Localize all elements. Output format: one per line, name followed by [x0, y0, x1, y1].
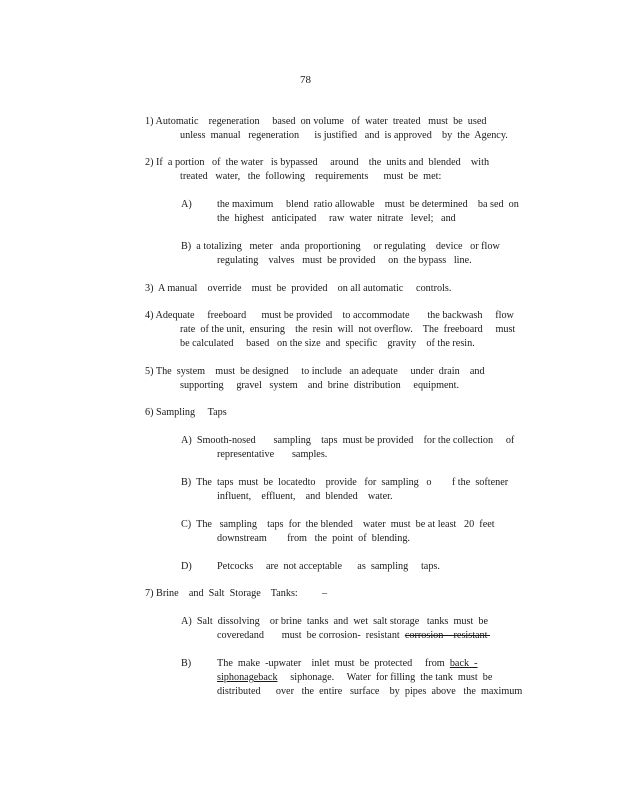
item-6d-line-1: Petcocks are not acceptable as sampling taps. [217, 561, 440, 572]
item-6a-line-2: representative samples. [217, 449, 328, 460]
item-7b-line-3: distributed over the entire surface by pipes above the maximum [217, 686, 523, 697]
item-5-line-1: 5) The system must be designed to include an adequate under drain and [145, 366, 485, 377]
item-7b-line-1 [217, 657, 478, 671]
item-4-line-1: 4) Adequate freeboard must be provided to accommodate the backwash flow [145, 310, 514, 321]
item-6b-line-2: influent, effluent, and blended water. [217, 491, 393, 502]
item-7b-line-2-text: siphonage. Water for filling the tank must be [277, 672, 493, 683]
item-7b-line-2 [217, 671, 492, 685]
item-2a-line-2: the highest anticipated raw water nitrate level; and [217, 213, 456, 224]
item-1-line-2: unless manual regeneration is justified and is approved by the Agency. [180, 130, 508, 141]
item-7a-line-2 [217, 629, 490, 643]
item-2a-line-1: the maximum blend ratio allowable must be determined ba sed on [217, 199, 519, 210]
item-6a-line-1: A) Smooth-nosed sampling taps must be provided for the collection of [181, 435, 515, 446]
item-7b-line-1-text: The make -upwater inlet must be protected from [217, 658, 450, 669]
item-7b-label: B) [181, 658, 192, 669]
item-7b-underlined-word: siphonageback [217, 672, 278, 683]
item-7a-line-2-text: coveredand must be corrosion- resistant [217, 630, 405, 641]
item-5-line-2: supporting gravel system and brine distribution equipment. [180, 380, 459, 391]
item-6b-line-1: B) The taps must be locatedto provide for sampling o f the softener [181, 477, 509, 488]
page-number: 78 [300, 74, 311, 86]
item-2b-line-2: regulating valves must be provided on the bypass line. [217, 255, 472, 266]
item-7-line-1: 7) Brine and Salt Storage Tanks: [145, 588, 298, 599]
item-3-line-1: 3) A manual override must be provided on all automatic controls. [145, 283, 452, 294]
item-4-line-3: be calculated based on the size and specific gravity of the resin. [180, 338, 475, 349]
item-2-line-1: 2) If a portion of the water is bypassed around the units and blended with [145, 157, 490, 168]
item-6c-line-2: downstream from the point of blending. [217, 533, 410, 544]
item-6c-line-1: C) The sampling taps for the blended water must be at least 20 feet [181, 519, 495, 530]
item-7b-underlined-text: back - [449, 658, 478, 669]
item-7-dash: – [322, 588, 328, 599]
item-7a-line-1: A) Salt dissolving or brine tanks and wet salt storage tanks must be [181, 616, 488, 627]
item-2-line-2: treated water, the following requirements must be met: [180, 171, 442, 182]
item-1-line-1: 1) Automatic regeneration based on volume of water treated must be used [145, 116, 487, 127]
item-4-line-2: rate of the unit, ensuring the resin will not overflow. The freeboard must [180, 324, 516, 335]
item-7a-struck-text: corrosion resistant [404, 630, 491, 641]
item-2b-line-1: B) a totalizing meter anda proportioning or regulating device or flow [181, 241, 500, 252]
item-6-line-1: 6) Sampling Taps [145, 407, 227, 418]
item-2a-label: A) [181, 199, 192, 210]
item-6d-label: D) [181, 561, 192, 572]
